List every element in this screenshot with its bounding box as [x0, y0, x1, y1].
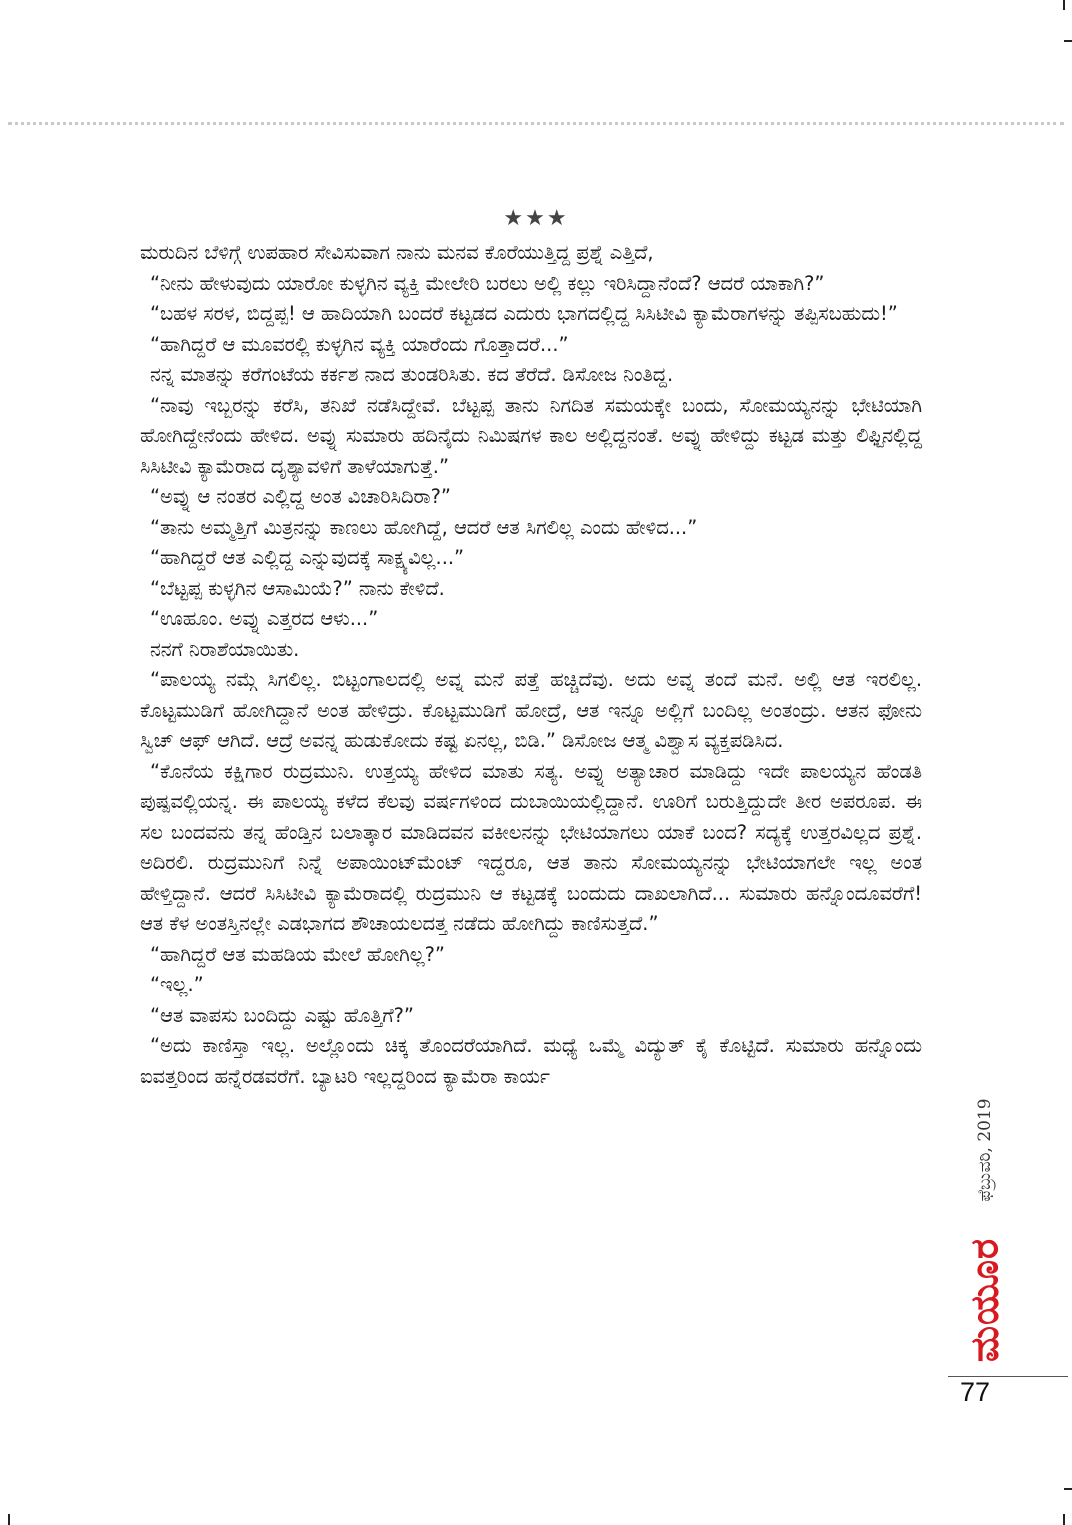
page-number: 77: [960, 1377, 991, 1407]
paragraph: “ನೀನು ಹೇಳುವುದು ಯಾರೋ ಕುಳ್ಳಗಿನ ವ್ಯಕ್ತಿ ಮೇಲೇರಿ ಬರಲು ಅಲ್ಲಿ ಕಲ್ಲು ಇರಿಸಿದ್ದಾನೆಂದೆ? ಆದರೆ ಯಾಕಾಗಿ?”: [150, 271, 825, 295]
paragraph: ನನ್ನ ಮಾತನ್ನು ಕರೆಗಂಟೆಯ ಕರ್ಕಶ ನಾದ ತುಂಡರಿಸಿತು. ಕದ ತೆರೆದೆ. ಡಿಸೋಜ ನಿಂತಿದ್ದ.: [150, 363, 674, 386]
paragraph: “ಹಾಗಿದ್ದರೆ ಆತ ಎಲ್ಲಿದ್ದ ಎನ್ನುವುದಕ್ಕೆ ಸಾಕ್ಷ್ಯವಿಲ್ಲ...”: [150, 546, 465, 569]
paragraph: “ತಾನು ಅಮ್ಮತ್ತಿಗೆ ಮಿತ್ರನನ್ನು ಕಾಣಲು ಹೋಗಿದ್ದೆ, ಆದರೆ ಆತ ಸಿಗಲಿಲ್ಲ ಎಂದು ಹೇಳಿದ...”: [150, 515, 698, 539]
crop-mark-bottom-left: [8, 1514, 10, 1525]
paragraph: ಮರುದಿನ ಬೆಳಿಗ್ಗೆ ಉಪಹಾರ ಸೇವಿಸುವಾಗ ನಾನು ಮನವ ಕೊರೆಯುತ್ತಿದ್ದ ಪ್ರಶ್ನೆ ಎತ್ತಿದೆ,: [140, 241, 654, 264]
paragraph: “ಬೆಟ್ಟಪ್ಪ ಕುಳ್ಳಗಿನ ಆಸಾಮಿಯೆ?” ನಾನು ಕೇಳಿದೆ.: [150, 576, 445, 600]
paragraph: “ಹಾಗಿದ್ದರೆ ಆತ ಮಹಡಿಯ ಮೇಲೆ ಹೋಗಿಲ್ಲ?”: [150, 942, 445, 966]
paragraph: “ಆತ ವಾಪಸು ಬಂದಿದ್ದು ಎಷ್ಟು ಹೊತ್ತಿಗೆ?”: [150, 1003, 414, 1027]
header-dotted-rule: [8, 122, 1064, 125]
magazine-logo: ಮಯೂರ: [962, 1237, 1007, 1363]
crop-mark-bottom-right: [1064, 1488, 1072, 1490]
article-body: [140, 238, 922, 1092]
paragraph: “ಊಹೂಂ. ಅವ್ನು ಎತ್ತರದ ಆಳು...”: [150, 607, 379, 630]
paragraph: “ನಾವು ಇಬ್ಬರನ್ನು ಕರೆಸಿ, ತನಿಖೆ ನಡೆಸಿದ್ದೇವೆ. ಬೆಟ್ಟಪ್ಪ ತಾನು ನಿಗದಿತ ಸಮಯಕ್ಕೇ ಬಂದು, ಸೋಮಯ್ಯನನ್ನು ಭೇಟಿಯಾಗಿ ಹೋಗಿದ್ದೇನೆಂದು ಹೇಳಿದ. ಅವ್ನು ಸುಮಾರು ಹದಿನೈದು ನಿಮಿಷಗಳ ಕಾಲ ಅಲ್ಲಿದ್ದನಂತೆ. ಅವ್ನು ಹೇಳಿದ್ದು ಕಟ್ಟಡ ಮತ್ತು ಲಿಫ್ಟಿನಲ್ಲಿದ್ದ ಸಿಸಿಟೀವಿ ಕ್ಯಾಮೆರಾದ ದೃಶ್ಯಾವಳಿಗೆ ತಾಳೆಯಾಗುತ್ತೆ.”: [140, 393, 922, 478]
issue-date: ಫೆಬ್ರುವರಿ, 2019: [975, 1098, 995, 1202]
paragraph: “ಹಾಗಿದ್ದರೆ ಆ ಮೂವರಲ್ಲಿ ಕುಳ್ಳಗಿನ ವ್ಯಕ್ತಿ ಯಾರೆಂದು ಗೊತ್ತಾದರೆ...”: [150, 332, 569, 356]
paragraph: ನನಗೆ ನಿರಾಶೆಯಾಯಿತು.: [150, 637, 300, 661]
crop-mark-bottom-right-v: [1063, 1514, 1065, 1525]
paragraph: “ಕೊನೆಯ ಕಕ್ಷಿಗಾರ ರುದ್ರಮುನಿ. ಉತ್ತಯ್ಯ ಹೇಳಿದ ಮಾತು ಸತ್ಯ. ಅವ್ನು ಅತ್ಯಾಚಾರ ಮಾಡಿದ್ದು ಇದೇ ಪಾಲಯ್ಯನ ಹೆಂಡತಿ ಪುಷ್ಪವಲ್ಲಿಯನ್ನ. ಈ ಪಾಲಯ್ಯ ಕಳೆದ ಕೆಲವು ವರ್ಷಗಳಿಂದ ದುಬಾಯಿಯಲ್ಲಿದ್ದಾನೆ. ಊರಿಗೆ ಬರುತ್ತಿದ್ದುದೇ ತೀರ ಅಪರೂಪ. ಈ ಸಲ ಬಂದವನು ತನ್ನ ಹೆಂಡ್ತಿನ ಬಲಾತ್ಕಾರ ಮಾಡಿದವನ ವಕೀಲನನ್ನು ಭೇಟಿಯಾಗಲು ಯಾಕೆ ಬಂದ? ಸದ್ಯಕ್ಕೆ ಉತ್ತರವಿಲ್ಲದ ಪ್ರಶ್ನೆ. ಅದಿರಲಿ. ರುದ್ರಮುನಿಗೆ ನಿನ್ನೆ ಅಪಾಯಿಂಟ್‌ಮೆಂಟ್ ಇದ್ದರೂ, ಆತ ತಾನು ಸೋಮಯ್ಯನನ್ನು ಭೇಟಿಯಾಗಲೇ ಇಲ್ಲ ಅಂತ ಹೇಳ್ತಿದ್ದಾನೆ. ಆದರೆ ಸಿಸಿಟೀವಿ ಕ್ಯಾಮೆರಾದಲ್ಲಿ ರುದ್ರಮುನಿ ಆ ಕಟ್ಟಡಕ್ಕೆ ಬಂದುದು ದಾಖಲಾಗಿದೆ... ಸುಮಾರು ಹನ್ನೊಂದೂವರೆಗೆ! ಆತ ಕೆಳ ಅಂತಸ್ತಿನಲ್ಲೇ ಎಡಭಾಗದ ಶೌಚಾಯಲದತ್ತ ನಡೆದು ಹೋಗಿದ್ದು ಕಾಣಿಸುತ್ತದೆ.”: [140, 759, 922, 935]
paragraph: “ಪಾಲಯ್ಯ ನಮ್ಗೆ ಸಿಗಲಿಲ್ಲ. ಬಿಟ್ಟಂಗಾಲದಲ್ಲಿ ಅವ್ನ ಮನೆ ಪತ್ತೆ ಹಚ್ಚಿದೆವು. ಅದು ಅವ್ನ ತಂದೆ ಮನೆ. ಅಲ್ಲಿ ಆತ ಇರಲಿಲ್ಲ. ಕೊಟ್ಟಮುಡಿಗೆ ಹೋಗಿದ್ದಾನೆ ಅಂತ ಹೇಳಿದ್ರು. ಕೊಟ್ಟಮುಡಿಗೆ ಹೋದ್ರೆ, ಆತ ಇನ್ನೂ ಅಲ್ಲಿಗೆ ಬಂದಿಲ್ಲ ಅಂತಂದ್ರು. ಆತನ ಫೋನು ಸ್ವಿಚ್ ಆಫ್ ಆಗಿದೆ. ಆದ್ರೆ ಅವನ್ನ ಹುಡುಕೋದು ಕಷ್ಟ ಏನಲ್ಲ, ಬಿಡಿ.” ಡಿಸೋಜ ಆತ್ಮ ವಿಶ್ವಾಸ ವ್ಯಕ್ತಪಡಿಸಿದ.: [140, 668, 922, 752]
crop-mark-top: [1063, 0, 1065, 10]
crop-mark-top-right: [1064, 40, 1072, 42]
paragraph: “ಅದು ಕಾಣಿಸ್ತಾ ಇಲ್ಲ. ಅಲ್ಲೊಂದು ಚಿಕ್ಕ ತೊಂದರೆಯಾಗಿದೆ. ಮಧ್ಯೆ ಒಮ್ಮೆ ವಿದ್ಯುತ್ ಕೈ ಕೊಟ್ಟಿದೆ. ಸುಮಾರು ಹನ್ನೊಂದು ಐವತ್ತರಿಂದ ಹನ್ನೆರಡವರೆಗೆ. ಬ್ಯಾಟರಿ ಇಲ್ಲದ್ದರಿಂದ ಕ್ಯಾಮೆರಾ ಕಾರ್ಯ: [140, 1034, 922, 1088]
paragraph: “ಇಲ್ಲ.”: [150, 973, 204, 996]
section-separator: ★★★: [503, 206, 569, 231]
paragraph: “ಬಹಳ ಸರಳ, ಬಿದ್ದಪ್ಪ! ಆ ಹಾದಿಯಾಗಿ ಬಂದರೆ ಕಟ್ಟಡದ ಎದುರು ಭಾಗದಲ್ಲಿದ್ದ ಸಿಸಿಟೀವಿ ಕ್ಯಾಮೆರಾಗಳನ್ನು ತಪ್ಪಿಸಬಹುದು!”: [150, 302, 898, 325]
paragraph: “ಅವ್ನು ಆ ನಂತರ ಎಲ್ಲಿದ್ದ ಅಂತ ವಿಚಾರಿಸಿದಿರಾ?”: [150, 485, 451, 508]
